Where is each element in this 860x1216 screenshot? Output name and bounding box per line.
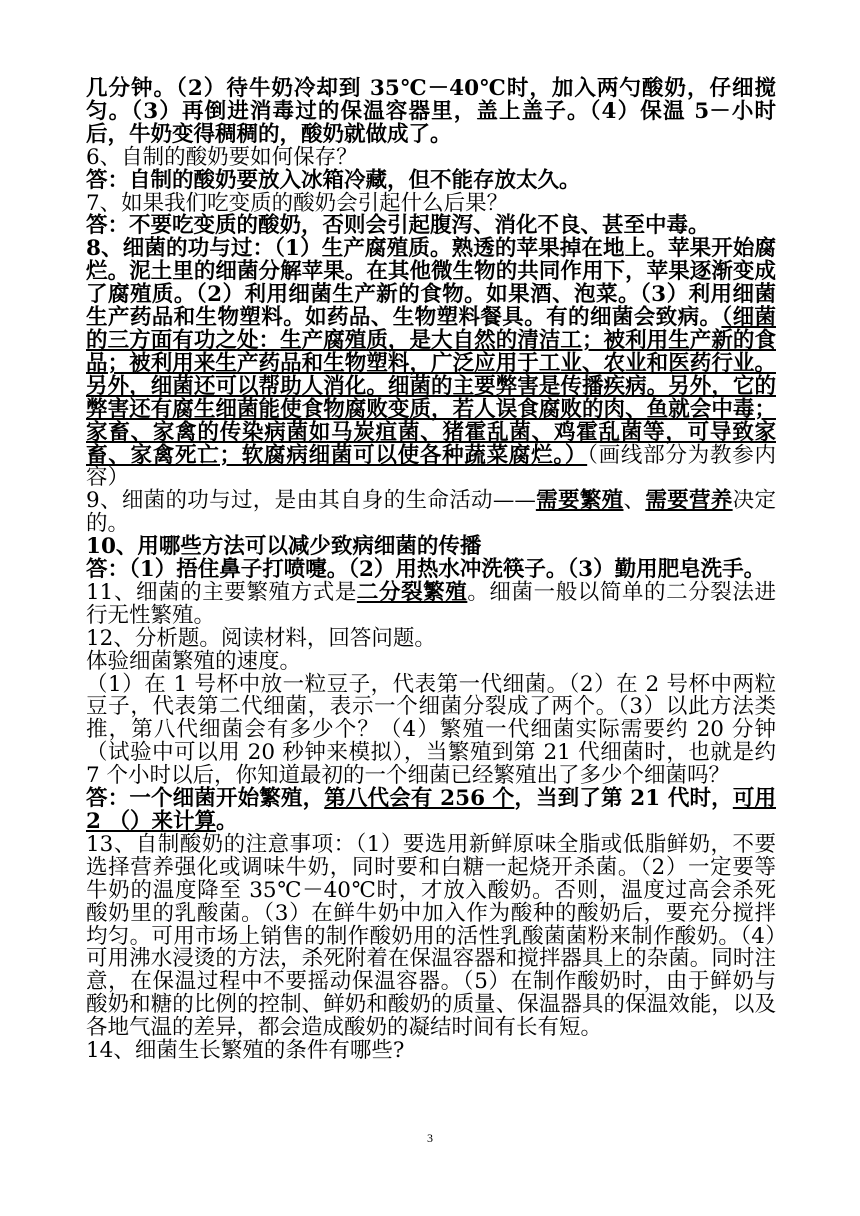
text-run: 答：自制的酸奶要放入冰箱冷藏，但不能存放太久。: [86, 167, 581, 193]
document-body: [86, 78, 776, 1063]
paragraph: [86, 625, 776, 651]
text-run: （1）在 1 号杯中放一粒豆子，代表第一代细菌。（2）在 2 号杯中两粒豆子，代表第二代细菌，表示一个细菌分裂成了两个。（3）以此方法类推，第八代细菌会有多少个？（4）繁殖一代细菌实际需要约 20 分钟（试验中可以用 20 秒钟来模拟），当繁殖到第 21 代细菌时，也就是约 7 个小时以后，你知道最初的一个细菌已经繁殖出了多少个细菌吗？: [86, 671, 776, 789]
underlined-text: 需要营养: [645, 488, 733, 514]
paragraph: [86, 78, 776, 147]
paragraph: [86, 490, 776, 536]
paragraph: [86, 831, 776, 1041]
text-run: 12、分析题。阅读材料，回答问题。: [86, 625, 436, 651]
underlined-text: 可用 2 （）来计算: [86, 786, 776, 834]
paragraph: [86, 215, 776, 238]
text-run: 、: [623, 488, 646, 514]
paragraph: [86, 788, 776, 834]
paragraph: [86, 238, 776, 490]
paragraph: [86, 579, 776, 628]
paragraph: [86, 167, 776, 193]
text-run: 答：（1）捂住鼻子打喷嚏。（2）用热水冲洗筷子。（3）勤用肥皂洗手。: [86, 557, 766, 583]
text-run: 几分钟。（2）待牛奶冷却到 35℃－40℃时，加入两勺酸奶，仔细搅匀。（3）再倒进消毒过的保温容器里，盖上盖子。（4）保温 5－小时后，牛奶变得稠稠的，酸奶就做成了。: [86, 76, 776, 147]
underlined-text: 二分裂繁殖: [356, 579, 468, 605]
paragraph: [86, 648, 776, 674]
text-run: （画线部分为教参内容）: [86, 442, 776, 491]
paragraph: [86, 1040, 776, 1063]
text-run: 11、细菌的主要繁殖方式是: [86, 579, 357, 605]
text-run: ，当到了第 21 代时，: [514, 786, 733, 812]
text-run: 8、细菌的功与过：（1）生产腐殖质。熟透的苹果掉在地上。苹果开始腐烂。泥土里的细菌分解苹果。在其他微生物的共同作用下，苹果逐渐变成了腐殖质。（2）利用细菌生产新的食物。如果酒、泡菜。（3）利用细菌生产药品和生物塑料。如药品、生物塑料餐具。有的细菌会致病。: [86, 236, 776, 331]
text-run: 7、如果我们吃变质的酸奶会引起什么后果？: [86, 190, 509, 216]
text-run: 答：一个细菌开始繁殖，: [86, 786, 325, 812]
paragraph: [86, 536, 776, 559]
paragraph: [86, 671, 776, 789]
text-run: 。: [215, 809, 238, 834]
text-run: 10、用哪些方法可以减少致病细菌的传播: [86, 534, 482, 560]
paragraph: [86, 559, 776, 582]
underlined-text: 需要繁殖: [535, 488, 624, 514]
text-run: 14、细菌生长繁殖的条件有哪些?: [86, 1038, 405, 1064]
text-run: 答：不要吃变质的酸奶，否则会引起腹泻、消化不良、甚至中毒。: [86, 213, 710, 239]
paragraph: [86, 144, 776, 170]
page-number: 3: [427, 1131, 433, 1145]
text-run: 体验细菌繁殖的速度。: [86, 648, 302, 674]
text-run: 决定的。: [86, 488, 776, 537]
text-run: 9、细菌的功与过，是由其自身的生命活动——: [86, 488, 536, 514]
underlined-text: （细菌的三方面有功之处：生产腐殖质，是大自然的清洁工；被利用生产新的食品；被利用来生产药品和生物塑料，广泛应用于工业、农业和医药行业。另外，细菌还可以帮助人消化。细菌的主要弊害是传播疾病。另外，它的弊害还有腐生细菌能使食物腐败变质，若人误食腐败的肉、鱼就会中毒；家畜、家禽的传染病菌如马炭疽菌、猪霍乱菌、鸡霍乱菌等，可导致家畜、家禽死亡；软腐病细菌可以使各种蔬菜腐烂。）: [86, 305, 776, 468]
text-run: 13、自制酸奶的注意事项：（1）要选用新鲜原味全脂或低脂鲜奶，不要选择营养强化或调味牛奶，同时要和白糖一起烧开杀菌。（2）一定要等牛奶的温度降至 35℃－40℃时，才放入酸奶。否则，温度过高会杀死酸奶里的乳酸菌。（3）在鲜牛奶中加入作为酸种的酸奶后，要充分搅拌均匀。可用市场上销售的制作酸奶用的活性乳酸菌菌粉来制作酸奶。（4）可用沸水浸烫的方法，杀死附着在保温容器和搅拌器具上的杂菌。同时注意，在保温过程中不要摇动保温容器。（5）在制作酸奶时，由于鲜奶与酸奶和糖的比例的控制、鲜奶和酸奶的质量、保温器具的保温效能，以及各地气温的差异，都会造成酸奶的凝结时间有长有短。: [86, 831, 776, 1041]
text-run: 。细菌一般以简单的二分裂法进行无性繁殖。: [86, 579, 776, 628]
underlined-text: 第八代会有 256 个: [324, 786, 515, 812]
paragraph: [86, 190, 776, 216]
text-run: 6、自制的酸奶要如何保存？: [86, 144, 358, 170]
